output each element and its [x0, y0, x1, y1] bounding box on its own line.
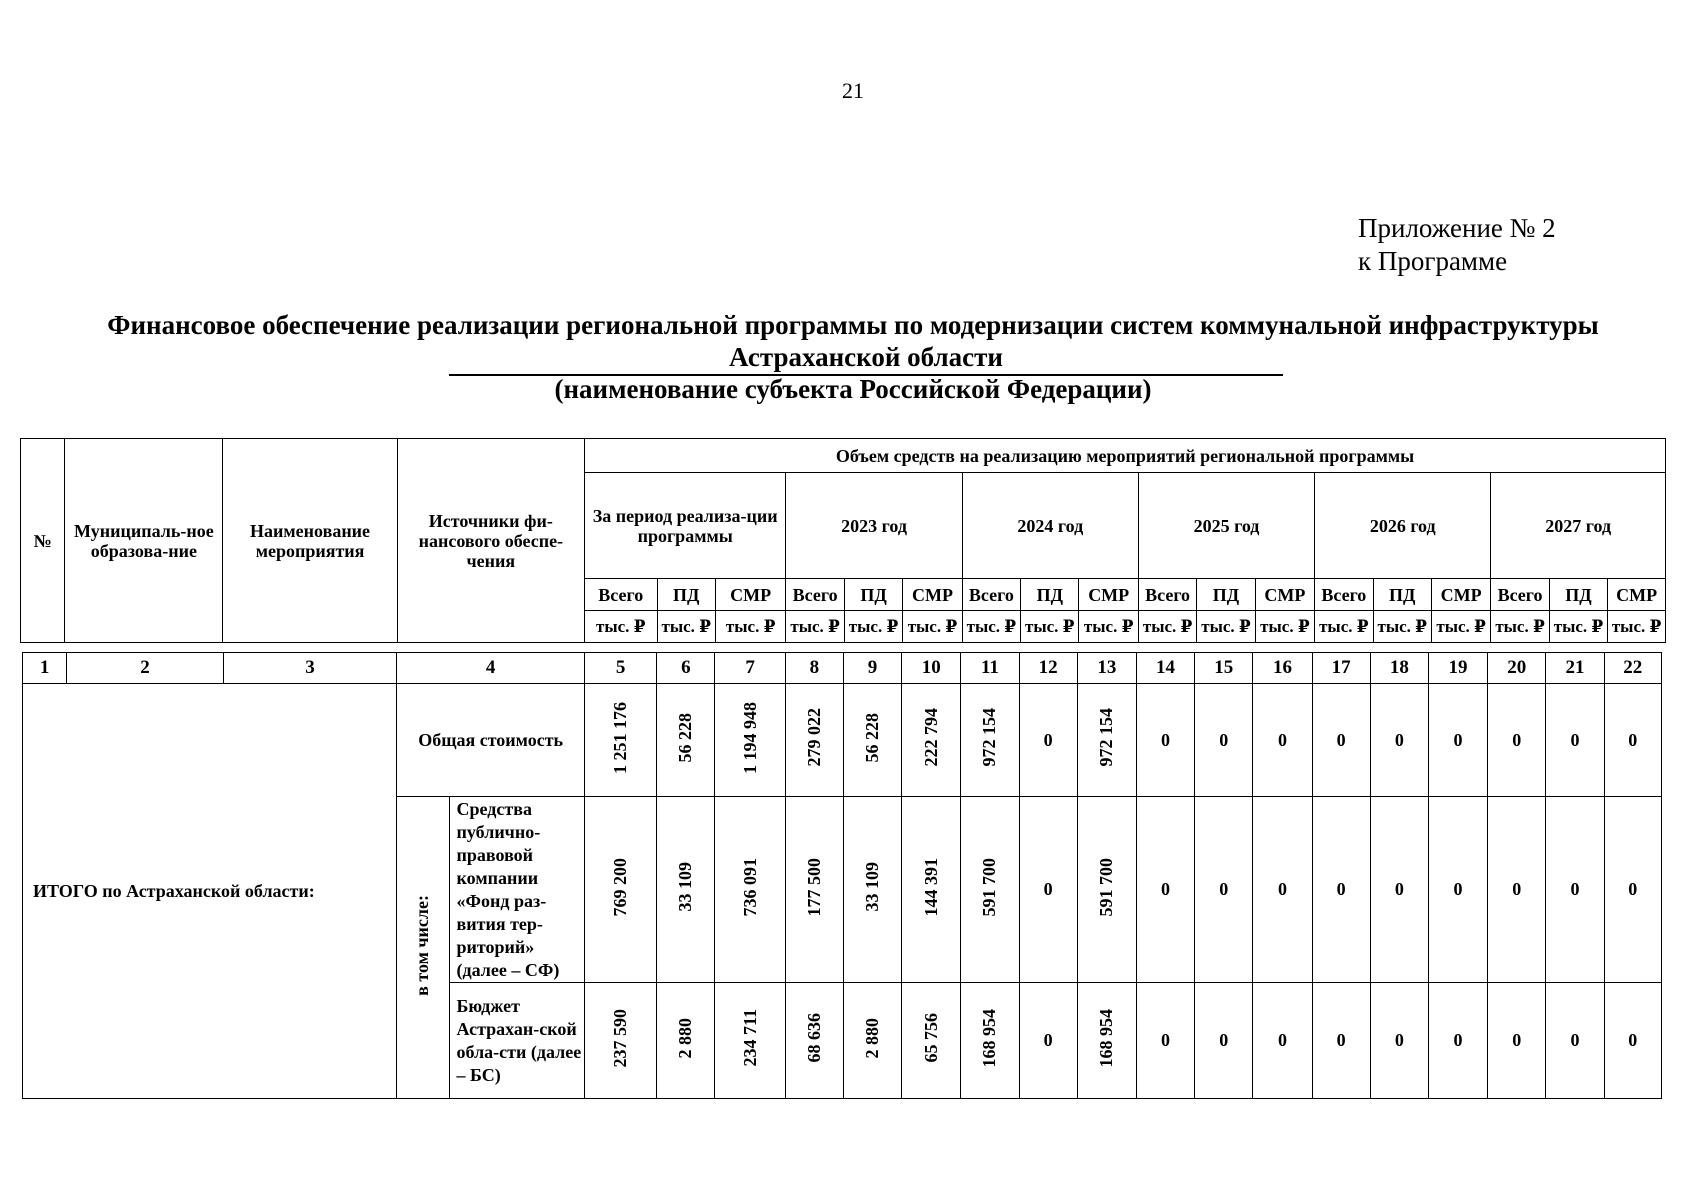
- header-period: 2027 год: [1491, 473, 1666, 579]
- column-number: 10: [902, 653, 961, 684]
- value-text: 972 154: [979, 708, 1000, 767]
- value-cell: [657, 684, 715, 797]
- header-unit: тыс. ₽: [1549, 611, 1607, 643]
- value-cell: 0: [1312, 983, 1370, 1099]
- value-cell: 0: [1488, 684, 1546, 797]
- value-cell: 0: [1428, 684, 1487, 797]
- column-number: 7: [715, 653, 785, 684]
- header-sub-pd: ПД: [1021, 579, 1079, 611]
- appendix-line-1: Приложение № 2: [1358, 213, 1556, 243]
- table-header: [20, 438, 1666, 643]
- column-number: 13: [1077, 653, 1136, 684]
- in-that-label-cell: [397, 797, 449, 1099]
- header-sub-total: Всего: [585, 579, 658, 611]
- value-cell: [657, 983, 715, 1099]
- header-sub-smr: СМР: [1079, 579, 1138, 611]
- value-cell: [1077, 983, 1136, 1099]
- value-text: 591 700: [979, 857, 1000, 917]
- header-unit: тыс. ₽: [1431, 611, 1490, 643]
- row-label-regional-budget: Бюджет Астрахан-ской обла-сти (далее – БС): [449, 983, 584, 1099]
- header-sub-total: Всего: [962, 579, 1020, 611]
- value-cell: 0: [1428, 983, 1487, 1099]
- value-cell: 0: [1253, 983, 1312, 1099]
- column-number: 5: [585, 653, 657, 684]
- header-sub-pd: ПД: [1197, 579, 1255, 611]
- appendix-line-2: к Программе: [1358, 246, 1508, 276]
- value-cell: 0: [1546, 684, 1604, 797]
- value-text: 33 109: [862, 862, 883, 912]
- value-text: 56 228: [675, 712, 696, 763]
- column-number: 22: [1604, 653, 1661, 684]
- header-sub-smr: СМР: [715, 579, 786, 611]
- value-cell: [785, 684, 843, 797]
- header-unit: тыс. ₽: [786, 611, 844, 643]
- value-text: 68 636: [803, 1013, 824, 1063]
- value-cell: 0: [1312, 797, 1370, 983]
- column-number: 12: [1019, 653, 1077, 684]
- value-cell: [715, 684, 785, 797]
- value-cell: 0: [1312, 684, 1370, 797]
- header-period: 2025 год: [1138, 473, 1314, 579]
- value-cell: 0: [1604, 797, 1661, 983]
- header-sub-pd: ПД: [657, 579, 715, 611]
- column-number: 1: [23, 653, 67, 684]
- header-unit: тыс. ₽: [585, 611, 658, 643]
- header-unit: тыс. ₽: [1315, 611, 1373, 643]
- data-table: [22, 652, 1662, 1099]
- value-text: 237 590: [610, 1008, 631, 1068]
- value-cell: 0: [1604, 684, 1661, 797]
- header-unit: тыс. ₽: [903, 611, 962, 643]
- column-number: 15: [1195, 653, 1253, 684]
- value-cell: 0: [1546, 983, 1604, 1099]
- value-text: 56 228: [862, 712, 883, 763]
- value-text: 234 711: [739, 1009, 760, 1067]
- header-unit: тыс. ₽: [844, 611, 902, 643]
- column-number: 9: [843, 653, 901, 684]
- value-text: 168 954: [979, 1008, 1000, 1068]
- header-unit: тыс. ₽: [1079, 611, 1138, 643]
- value-text: 177 500: [803, 857, 824, 917]
- header-period: 2023 год: [786, 473, 962, 579]
- value-cell: [657, 797, 715, 983]
- value-cell: 0: [1604, 983, 1661, 1099]
- value-text: 279 022: [803, 708, 824, 767]
- header-unit: тыс. ₽: [1373, 611, 1431, 643]
- column-number: 6: [657, 653, 715, 684]
- column-number: 19: [1428, 653, 1487, 684]
- value-cell: [785, 983, 843, 1099]
- value-cell: [961, 797, 1019, 983]
- value-cell: [961, 684, 1019, 797]
- value-cell: 0: [1136, 983, 1194, 1099]
- value-cell: [715, 797, 785, 983]
- header-sub-total: Всего: [786, 579, 844, 611]
- header-unit: тыс. ₽: [657, 611, 715, 643]
- value-cell: [843, 797, 901, 983]
- header-sub-smr: СМР: [903, 579, 962, 611]
- appendix-note: [1358, 212, 1556, 278]
- value-text: 33 109: [675, 862, 696, 912]
- column-number: 18: [1370, 653, 1428, 684]
- header-sub-pd: ПД: [844, 579, 902, 611]
- value-cell: [902, 983, 961, 1099]
- column-number: 2: [67, 653, 224, 684]
- header-sub-pd: ПД: [1549, 579, 1607, 611]
- value-cell: 0: [1370, 983, 1428, 1099]
- header-measure: Наименование мероприятия: [223, 439, 397, 643]
- value-text: 144 391: [920, 857, 941, 917]
- header-unit: тыс. ₽: [1608, 611, 1666, 643]
- value-cell: [585, 983, 657, 1099]
- header-sub-total: Всего: [1491, 579, 1549, 611]
- column-number: 20: [1488, 653, 1546, 684]
- value-cell: 0: [1195, 797, 1253, 983]
- value-cell: [585, 684, 657, 797]
- value-text: 2 880: [862, 1017, 883, 1059]
- value-cell: 0: [1195, 983, 1253, 1099]
- header-unit: тыс. ₽: [715, 611, 786, 643]
- header-sub-total: Всего: [1138, 579, 1196, 611]
- column-number: 17: [1312, 653, 1370, 684]
- value-cell: [843, 684, 901, 797]
- value-cell: 0: [1019, 684, 1077, 797]
- column-number: 4: [397, 653, 585, 684]
- value-cell: [715, 983, 785, 1099]
- value-cell: 0: [1136, 797, 1194, 983]
- value-cell: 0: [1370, 684, 1428, 797]
- value-text: 1 251 176: [610, 701, 631, 774]
- page-number: 21: [842, 78, 864, 103]
- value-cell: 0: [1488, 983, 1546, 1099]
- row-label-total-cost: Общая стоимость: [397, 684, 585, 797]
- value-cell: [902, 684, 961, 797]
- value-cell: 0: [1253, 684, 1312, 797]
- value-cell: 0: [1195, 684, 1253, 797]
- value-text: 591 700: [1096, 857, 1117, 917]
- value-text: 736 091: [739, 857, 760, 917]
- value-cell: 0: [1370, 797, 1428, 983]
- header-sources: Источники фи-нансового обеспе-чения: [397, 439, 584, 643]
- value-text: 972 154: [1096, 708, 1117, 767]
- subject-name: Астраханской области: [449, 342, 1283, 376]
- document-title: Финансовое обеспечение реализации региональной программы по модернизации систем коммунальной инфраструктуры: [107, 310, 1599, 340]
- value-cell: [785, 797, 843, 983]
- value-cell: [961, 983, 1019, 1099]
- column-number: 14: [1136, 653, 1194, 684]
- header-no: №: [21, 439, 65, 643]
- value-text: 769 200: [610, 857, 631, 917]
- total-label: ИТОГО по Астраханской области:: [23, 684, 397, 1099]
- header-sub-pd: ПД: [1373, 579, 1431, 611]
- in-that-label: в том числе:: [412, 894, 433, 996]
- header-sub-smr: СМР: [1608, 579, 1666, 611]
- value-cell: [1077, 684, 1136, 797]
- value-cell: [585, 797, 657, 983]
- header-period: За период реализа-ции программы: [585, 473, 786, 579]
- header-unit: тыс. ₽: [1021, 611, 1079, 643]
- value-text: 168 954: [1096, 1008, 1117, 1068]
- header-unit: тыс. ₽: [1197, 611, 1255, 643]
- column-number: 3: [223, 653, 397, 684]
- column-number: 11: [961, 653, 1019, 684]
- header-sub-smr: СМР: [1255, 579, 1314, 611]
- header-unit: тыс. ₽: [1491, 611, 1549, 643]
- header-unit: тыс. ₽: [962, 611, 1020, 643]
- value-text: 1 194 948: [739, 701, 760, 774]
- value-cell: 0: [1019, 797, 1077, 983]
- value-text: 2 880: [675, 1017, 696, 1059]
- value-cell: [1077, 797, 1136, 983]
- subject-caption: (наименование субъекта Российской Федерации): [554, 374, 1152, 404]
- value-text: 222 794: [920, 708, 941, 767]
- column-number: 8: [785, 653, 843, 684]
- header-period: 2026 год: [1315, 473, 1491, 579]
- header-volume: Объем средств на реализацию мероприятий региональной программы: [585, 439, 1666, 473]
- header-period: 2024 год: [962, 473, 1138, 579]
- value-text: 65 756: [920, 1013, 941, 1063]
- header-municipality: Муниципаль-ное образова-ние: [65, 439, 223, 643]
- value-cell: [902, 797, 961, 983]
- column-number: 21: [1546, 653, 1604, 684]
- header-sub-smr: СМР: [1431, 579, 1490, 611]
- value-cell: 0: [1253, 797, 1312, 983]
- value-cell: 0: [1019, 983, 1077, 1099]
- header-unit: тыс. ₽: [1255, 611, 1314, 643]
- value-cell: [843, 983, 901, 1099]
- value-cell: 0: [1136, 684, 1194, 797]
- column-number: 16: [1253, 653, 1312, 684]
- header-sub-total: Всего: [1315, 579, 1373, 611]
- value-cell: 0: [1428, 797, 1487, 983]
- row-label-fund: Средства публично-правовой компании «Фонд раз-вития тер-риторий» (далее – СФ): [449, 797, 584, 983]
- value-cell: 0: [1546, 797, 1604, 983]
- value-cell: 0: [1488, 797, 1546, 983]
- header-unit: тыс. ₽: [1138, 611, 1196, 643]
